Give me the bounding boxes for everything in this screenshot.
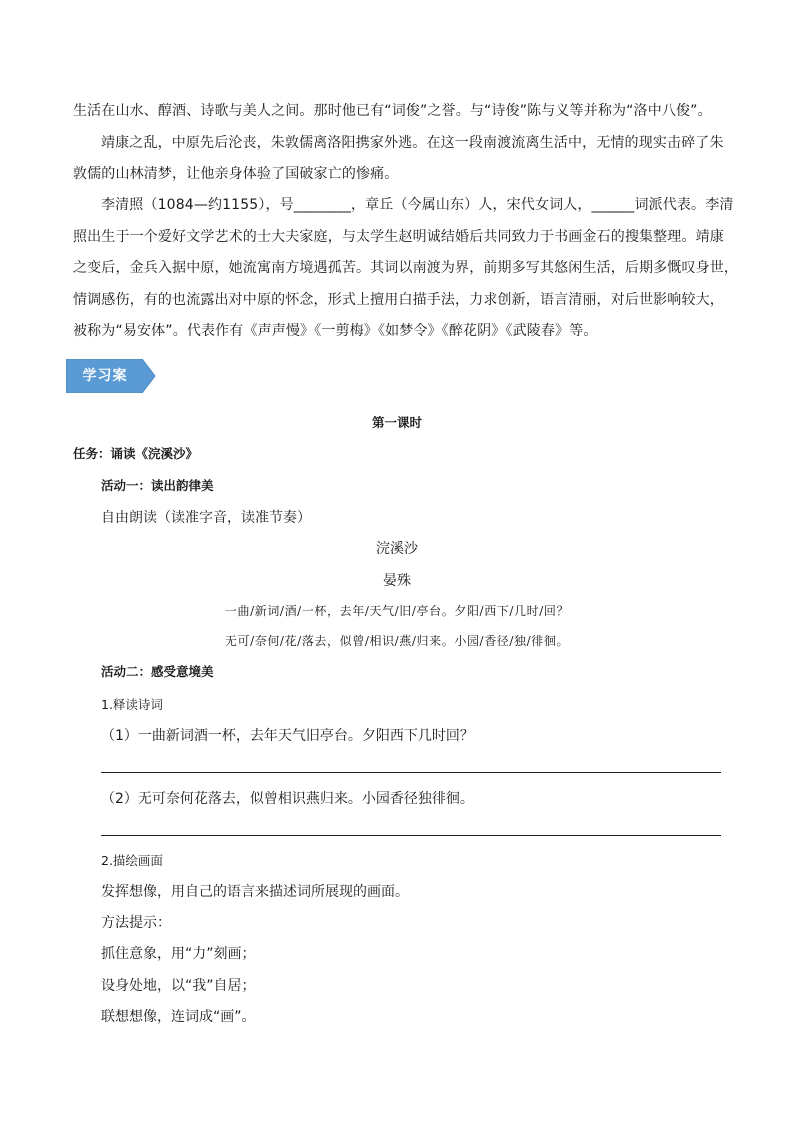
lesson-title: 第一课时 (371, 415, 422, 430)
intro-line: 敦儒的山林清梦，让他亲身体验了国破家亡的惨痛。 (73, 166, 399, 182)
intro-line: 之变后，金兵入据中原，她流寓南方境遇孤苦。其词以南渡为界，前期多写其悠闲生活，后期多慨叹身世， (73, 260, 739, 276)
poem-line: 一曲/新词/酒/一杯，去年/天气/旧/亭台。夕阳/西下/几时/回？ (224, 604, 570, 618)
intro-line: 照出生于一个爱好文学艺术的士大夫家庭，与太学生赵明诚结婚后共同致力于书画金石的搜集整理。靖康 (73, 229, 724, 245)
intro-line: 靖康之乱，中原先后沦丧，朱敦儒离洛阳携家外逃。在这一段南渡流离生活中，无情的现实击碎了朱 (101, 135, 724, 151)
intro-line: 生活在山水、醇酒、诗歌与美人之间。那时他已有“词俊”之誉。与“诗俊”陈与义等并称为“洛中八俊”。 (73, 103, 712, 119)
section-banner (66, 359, 156, 393)
method-label: 方法提示： (101, 915, 171, 931)
task-heading: 任务：诵读《浣溪沙》 (73, 446, 199, 461)
section-heading: 2.描绘画面 (101, 853, 163, 868)
poem-author: 晏殊 (383, 573, 411, 589)
poem-title: 浣溪沙 (376, 541, 418, 557)
poem-line: 无可/奈何/花/落去，似曾/相识/燕/归来。小园/香径/独/徘徊。 (224, 634, 570, 648)
question-text: （2）无可奈何花落去，似曾相识燕归来。小园香径独徘徊。 (101, 791, 474, 807)
question-text: （1）一曲新词酒一杯，去年天气旧亭台。夕阳西下几时回？ (101, 728, 474, 744)
method-tip: 设身处地，以“我”自居； (101, 978, 256, 994)
intro-line: 被称为“易安体”。代表作有《声声慢》《一剪梅》《如梦令》《醉花阴》《武陵春》等。 (73, 323, 598, 339)
banner-label: 学习案 (82, 368, 128, 384)
section-heading: 1.释读诗词 (101, 697, 163, 712)
intro-line: 李清照（1084—约1155），号________，章丘（今属山东）人，宋代女词人，______词派代表。李清 (101, 197, 734, 213)
free-reading-instruction: 自由朗读（读准字音，读准节奏） (101, 510, 311, 526)
method-tip: 抓住意象，用“力”刻画； (101, 946, 256, 962)
activity-one-heading: 活动一：读出韵律美 (101, 478, 214, 493)
instruction-text: 发挥想像，用自己的语言来描述词所展现的画面。 (101, 884, 409, 900)
answer-line[interactable] (101, 772, 721, 773)
activity-two-heading: 活动二：感受意境美 (101, 664, 214, 679)
intro-line: 情调感伤，有的也流露出对中原的怀念，形式上擅用白描手法，力求创新，语言清丽，对后世影响较大， (73, 292, 724, 308)
answer-line[interactable] (101, 835, 721, 836)
method-tip: 联想想像，连词成“画”。 (101, 1009, 256, 1025)
